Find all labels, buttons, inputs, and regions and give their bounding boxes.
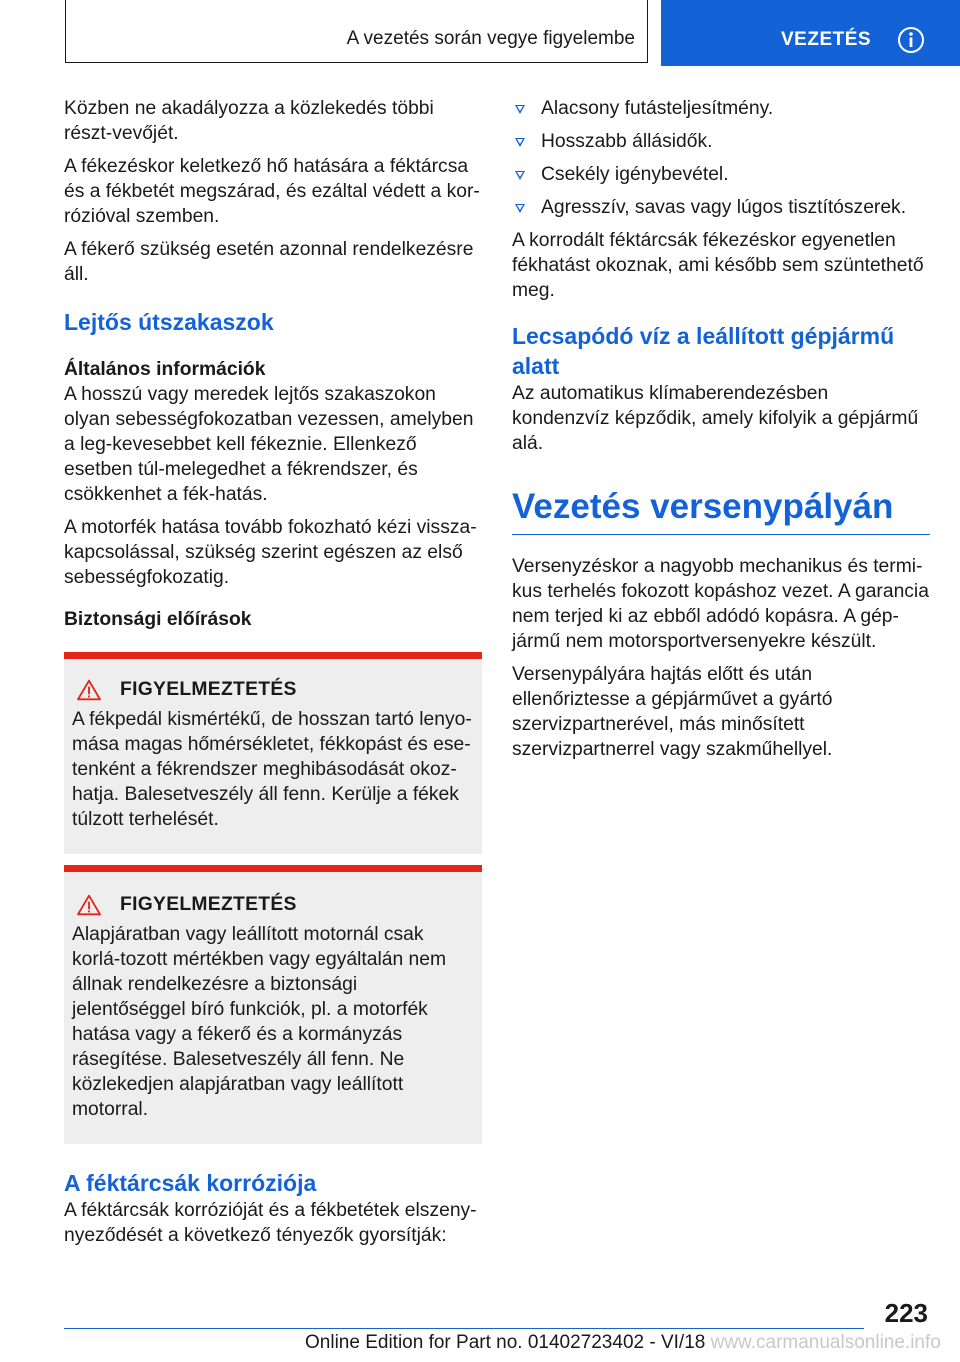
subheading-altalanos: Általános információk xyxy=(64,359,266,380)
list-item: Alacsony futásteljesítmény. xyxy=(512,96,930,121)
list-item: Agresszív, savas vagy lúgos tisztítószerek. xyxy=(512,195,930,220)
paragraph: A fékezéskor keletkező hő hatására a féktárcsa és a fékbetét megszárad, és ezáltal védett a kor-rózióval szemben. xyxy=(64,156,480,227)
warning-text: Alapjáratban vagy leállított motornál csak korlá-tozott mértékben vagy egyáltalán nem állnak rendelkezésre a biztonsági jelentőséggel bíró funkciók, pl. a motorfék hatása vagy a fékerő és a kormányzás rásegítése. Balesetveszély áll fenn. Ne közlekedjen alapjáratban vagy leállított motorral. xyxy=(72,924,447,1120)
warning-text: A fékpedál kismértékű, de hosszan tartó lenyo-mása magas hőmérsékletet, fékkopást és ese-tenként a fékrendszer meghibásodását okoz-hatja. Balesetveszély áll fenn. Kerülje a fékek túlzott terhelését. xyxy=(72,709,472,830)
section-tab xyxy=(661,0,960,66)
footer-edition xyxy=(305,1332,941,1354)
warning-box xyxy=(64,652,482,854)
warning-title: FIGYELMEZTETÉS xyxy=(120,679,297,700)
warning-triangle-icon xyxy=(74,679,104,701)
bullet-list xyxy=(512,96,930,220)
page-number: 223 xyxy=(884,1298,928,1328)
paragraph: Versenyzéskor a nagyobb mechanikus és termi-kus terhelés fokozott kopáshoz vezet. A garancia nem terjed ki az ebből adódó kopásra. A gép-jármű nem motorsportversenyekre készült. xyxy=(512,556,929,652)
heading-korrozio: A féktárcsák korróziója xyxy=(64,1170,317,1196)
edition-text: Online Edition for Part no. 01402723402 - VI/18 xyxy=(305,1332,706,1353)
left-column xyxy=(64,96,482,1248)
section-tab-label: VEZETÉS xyxy=(781,29,872,50)
warning-title: FIGYELMEZTETÉS xyxy=(120,894,297,915)
heading-rule xyxy=(512,534,930,535)
warning-box xyxy=(64,865,482,1144)
triangle-bullet-icon xyxy=(515,171,525,180)
right-column xyxy=(512,96,930,762)
list-item: Csekély igénybevétel. xyxy=(512,162,930,187)
triangle-bullet-icon xyxy=(515,105,525,114)
paragraph: A hosszú vagy meredek lejtős szakaszokon olyan sebességfokozatban vezessen, amelyben a leg-kevesebbet kell fékeznie. Ellenkező esetben túl-melegedhet a fékrendszer, és csökkenhet a fék-hatás. xyxy=(64,384,474,505)
heading-lecsapodo: Lecsapódó víz a leállított gépjármű alatt xyxy=(512,323,895,379)
warning-triangle-icon xyxy=(74,894,104,916)
paragraph: Közben ne akadályozza a közlekedés többi részt-vevőjét. xyxy=(64,98,434,144)
paragraph: A korrodált féktárcsák fékezéskor egyenetlen fékhatást okoznak, ami később sem szüntethető meg. xyxy=(512,230,924,301)
heading-lejtos: Lejtős útszakaszok xyxy=(64,309,274,335)
triangle-bullet-icon xyxy=(515,204,525,213)
paragraph: Versenypályára hajtás előtt és után ellenőriztesse a gépjárművet a gyártó szervizpartnerével, más minősített szervizpartnerrel vagy szakműhellyel. xyxy=(512,664,833,760)
paragraph: A motorfék hatása tovább fokozható kézi vissza-kapcsolással, szükség szerint egészen az első sebességfokozatig. xyxy=(64,517,477,588)
paragraph: A féktárcsák korrózióját és a fékbetétek elszeny-nyeződését a következő tényezők gyorsítják: xyxy=(64,1200,477,1246)
paragraph: Az automatikus klímaberendezésben kondenzvíz képződik, amely kifolyik a gépjármű alá. xyxy=(512,383,919,454)
subheading-biztonsagi: Biztonsági előírások xyxy=(64,609,252,630)
running-header-title: A vezetés során vegye figyelembe xyxy=(346,28,635,49)
heading-verseny: Vezetés versenypályán xyxy=(512,487,894,526)
triangle-bullet-icon xyxy=(515,138,525,147)
watermark: www.carmanualsonline.info xyxy=(710,1332,941,1353)
footer-rule xyxy=(64,1328,864,1329)
info-icon xyxy=(897,26,925,54)
header-title-box xyxy=(65,0,648,63)
list-item: Hosszabb állásidők. xyxy=(512,129,930,154)
paragraph: A fékerő szükség esetén azonnal rendelkezésre áll. xyxy=(64,239,474,285)
